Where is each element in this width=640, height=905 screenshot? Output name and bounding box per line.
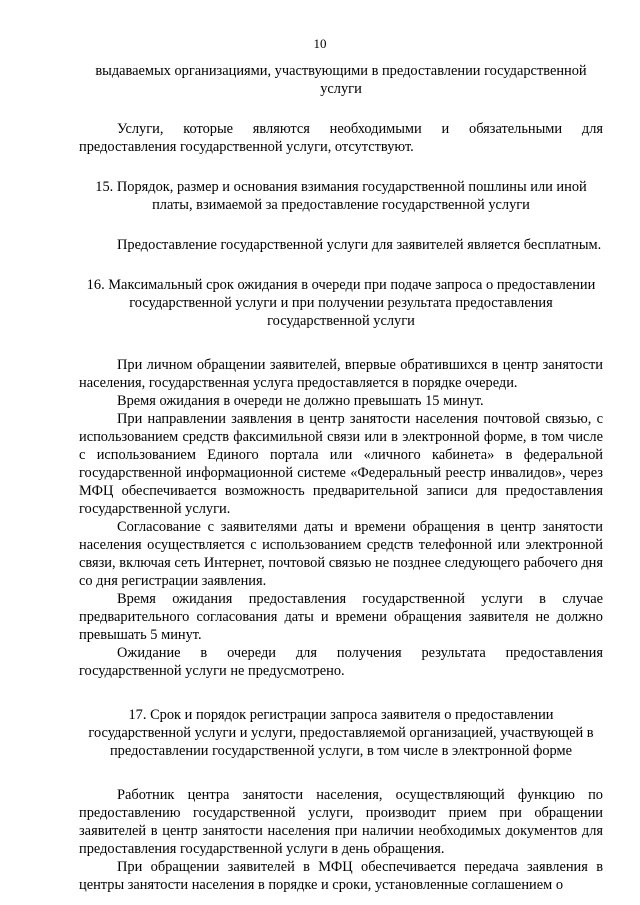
section-16-heading: 16. Максимальный срок ожидания в очереди при подаче запроса о предоставлении государственной услуги и при получении результата предоставления государственной услуги (86, 277, 596, 329)
page-number: 10 (313, 36, 327, 51)
paragraph: Согласование с заявителями даты и времени обращения в центр занятости населения осуществляется с использованием средств телефонной или электронной связи, включая сеть Интернет, почтовой связью не позднее следующего рабочего дня со дня регистрации заявления. (79, 519, 603, 589)
paragraph: Предоставление государственной услуги для заявителей является бесплатным. (117, 237, 602, 253)
document-body (79, 62, 603, 894)
section-14-heading-tail: выдаваемых организациями, участвующими в предоставлении государственной услуги (95, 63, 587, 97)
paragraph: При направлении заявления в центр занятости населения почтовой связью, с использованием средств факсимильной связи или в электронной форме, в том числе с использованием Единого портала или «личного кабинета» в федеральной государственной информационной системе «Федеральный реестр инвалидов», через МФЦ обеспечивается возможность предварительной записи для предоставления государственной услуги. (79, 411, 603, 517)
section-15-heading: 15. Порядок, размер и основания взимания государственной пошлины или иной платы, взимаемой за предоставление государственной услуги (95, 179, 587, 213)
paragraph: При обращении заявителей в МФЦ обеспечивается передача заявления в центры занятости населения в порядке и сроки, установленные соглашением о (79, 859, 603, 893)
paragraph: При личном обращении заявителей, впервые обратившихся в центр занятости населения, государственная услуга предоставляется в порядке очереди. (79, 357, 603, 391)
paragraph: Ожидание в очереди для получения результата предоставления государственной услуги не предусмотрено. (79, 645, 603, 679)
paragraph: Время ожидания в очереди не должно превышать 15 минут. (117, 393, 484, 409)
section-17-heading: 17. Срок и порядок регистрации запроса заявителя о предоставлении государственной услуги и услуги, предоставляемой организацией, участвующей в предоставлении государственной услуги, в том числе в электронной форме (88, 707, 594, 759)
paragraph: Работник центра занятости населения, осуществляющий функцию по предоставлению государственной услуги, производит прием при обращении заявителей в центр занятости населения при наличии необходимых документов для предоставления государственной услуги в день обращения. (79, 787, 603, 857)
paragraph: Услуги, которые являются необходимыми и обязательными для предоставления государственной услуги, отсутствуют. (79, 121, 603, 155)
paragraph: Время ожидания предоставления государственной услуги в случае предварительного согласования даты и времени обращения заявителя не должно превышать 5 минут. (79, 591, 603, 643)
